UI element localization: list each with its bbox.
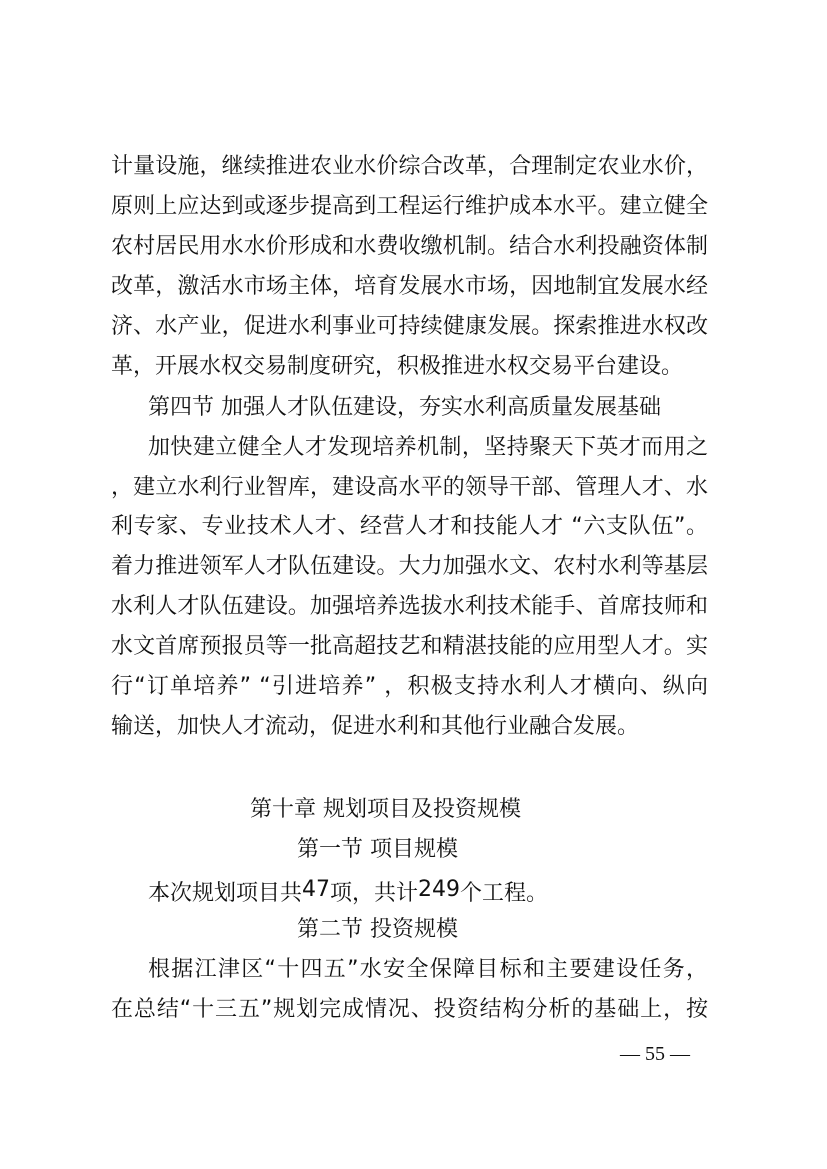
text-segment: 本次规划项目共 <box>148 881 303 906</box>
text-line: ，建立水利行业智库，建设高水平的领导干部、管理人才、水 <box>111 475 708 500</box>
chapter-heading: 第十章 规划项目及投资规模 <box>250 797 521 822</box>
text-line: 输送，加快人才流动，促进水利和其他行业融合发展。 <box>111 714 640 739</box>
text-line: 行“订单培养” “引进培养” ，积极支持水利人才横向、纵向 <box>111 674 708 699</box>
text-line: 利专家、专业技术人才、经营人才和技能人才 “六支队伍”。 <box>111 514 708 539</box>
text-line: 改革，激活水市场主体，培育发展水市场，因地制宜发展水经 <box>111 274 708 299</box>
text-line: 根据江津区“十四五”水安全保障目标和主要建设任务， <box>148 957 708 982</box>
text-line: 计量设施，继续推进农业水价综合改革，合理制定农业水价， <box>111 154 708 179</box>
text-line: 革，开展水权交易制度研究，积极推进水权交易平台建设。 <box>111 354 684 379</box>
text-line: 着力推进领军人才队伍建设。大力加强水文、农村水利等基层 <box>111 554 708 579</box>
text-line: 水利人才队伍建设。加强培养选拔水利技术能手、首席技师和 <box>111 594 708 619</box>
text-line: 原则上应达到或逐步提高到工程运行维护成本水平。建立健全 <box>111 194 708 219</box>
text-segment: 个工程。 <box>460 881 549 906</box>
project-count: 47 <box>302 877 331 902</box>
text-line: 加快建立健全人才发现培养机制，坚持聚天下英才而用之 <box>148 435 708 460</box>
page-number: — 55 — <box>620 1043 690 1065</box>
text-line: 在总结“十三五”规划完成情况、投资结构分析的基础上，按 <box>111 997 708 1022</box>
text-line <box>148 875 548 905</box>
section-heading: 第二节 投资规模 <box>297 917 458 942</box>
text-line: 济、水产业，促进水利事业可持续健康发展。探索推进水权改 <box>111 314 708 339</box>
section-heading: 第四节 加强人才队伍建设，夯实水利高质量发展基础 <box>148 395 661 420</box>
text-line: 农村居民用水水价形成和水费收缴机制。结合水利投融资体制 <box>111 234 708 259</box>
section-heading: 第一节 项目规模 <box>297 837 458 862</box>
text-line: 水文首席预报员等一批高超技艺和精湛技能的应用型人才。实 <box>111 634 708 659</box>
text-segment: 项，共计 <box>330 881 419 906</box>
works-count: 249 <box>418 877 461 902</box>
